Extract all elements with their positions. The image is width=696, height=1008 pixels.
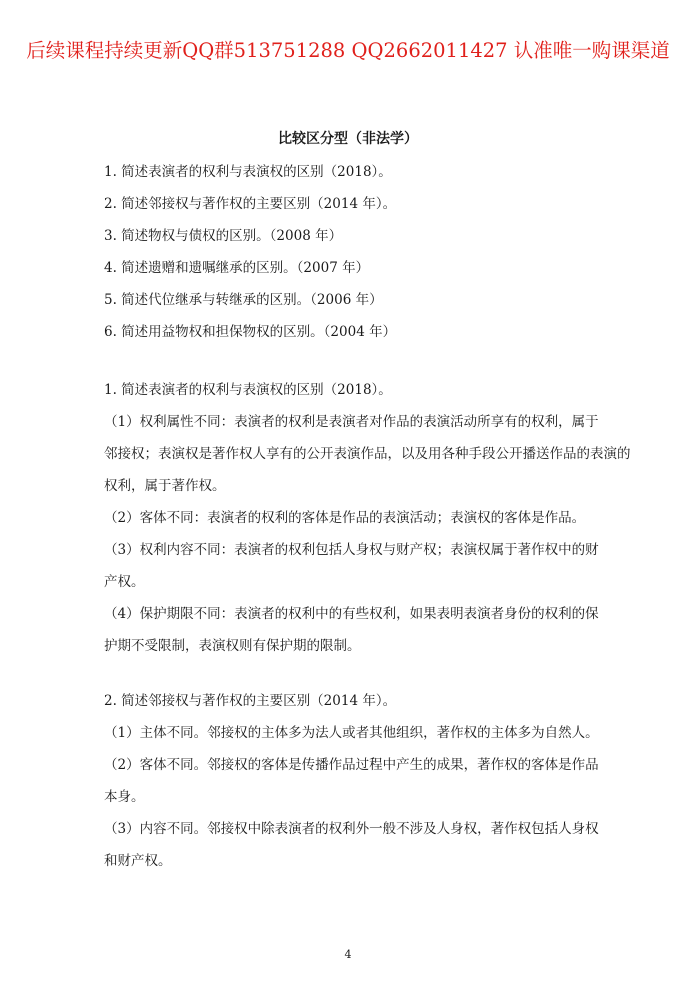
answer-2-point-2: （2）客体不同。邻接权的客体是传播作品过程中产生的成果，著作权的客体是作品 [104, 757, 599, 773]
answer-1-point-3: （3）权利内容不同：表演者的权利包括人身权与财产权；表演权属于著作权中的财 [104, 542, 599, 558]
question-item-1: 1. 简述表演者的权利与表演权的区别（2018）。 [104, 164, 392, 180]
answer-2-point-3-cont: 和财产权。 [104, 853, 172, 869]
question-item-6: 6. 简述用益物权和担保物权的区别。（2004 年） [104, 324, 397, 340]
answer-1-point-4-cont: 护期不受限制，表演权则有保护期的限制。 [104, 638, 361, 654]
answer-2-point-2-cont: 本身。 [104, 789, 145, 805]
question-item-3: 3. 简述物权与债权的区别。（2008 年） [104, 228, 343, 244]
watermark-banner: 后续课程持续更新QQ群513751288 QQ2662011427 认准唯一购课渠道 [26, 39, 670, 62]
answer-2-point-1: （1）主体不同。邻接权的主体多为法人或者其他组织，著作权的主体多为自然人。 [104, 725, 599, 741]
question-item-4: 4. 简述遗赠和遗嘱继承的区别。（2007 年） [104, 260, 370, 276]
answer-2-point-3: （3）内容不同。邻接权中除表演者的权利外一般不涉及人身权，著作权包括人身权 [104, 821, 599, 837]
answer-1-point-3-cont: 产权。 [104, 574, 145, 590]
answer-1-point-1-cont: 权利，属于著作权。 [104, 478, 226, 494]
section-title: 比较区分型（非法学） [278, 131, 418, 147]
answer-2-heading: 2. 简述邻接权与著作权的主要区别（2014 年）。 [104, 693, 397, 709]
answer-1-heading: 1. 简述表演者的权利与表演权的区别（2018）。 [104, 382, 392, 398]
answer-1-point-4: （4）保护期限不同：表演者的权利中的有些权利，如果表明表演者身份的权利的保 [104, 606, 599, 622]
question-item-2: 2. 简述邻接权与著作权的主要区别（2014 年）。 [104, 196, 397, 212]
answer-1-point-1: （1）权利属性不同：表演者的权利是表演者对作品的表演活动所享有的权利，属于 [104, 414, 599, 430]
answer-1-point-1-cont: 邻接权；表演权是著作权人享有的公开表演作品，以及用各种手段公开播送作品的表演的 [104, 446, 631, 462]
question-item-5: 5. 简述代位继承与转继承的区别。（2006 年） [104, 292, 383, 308]
answer-1-point-2: （2）客体不同：表演者的权利的客体是作品的表演活动；表演权的客体是作品。 [104, 510, 586, 526]
page-number: 4 [344, 948, 352, 961]
